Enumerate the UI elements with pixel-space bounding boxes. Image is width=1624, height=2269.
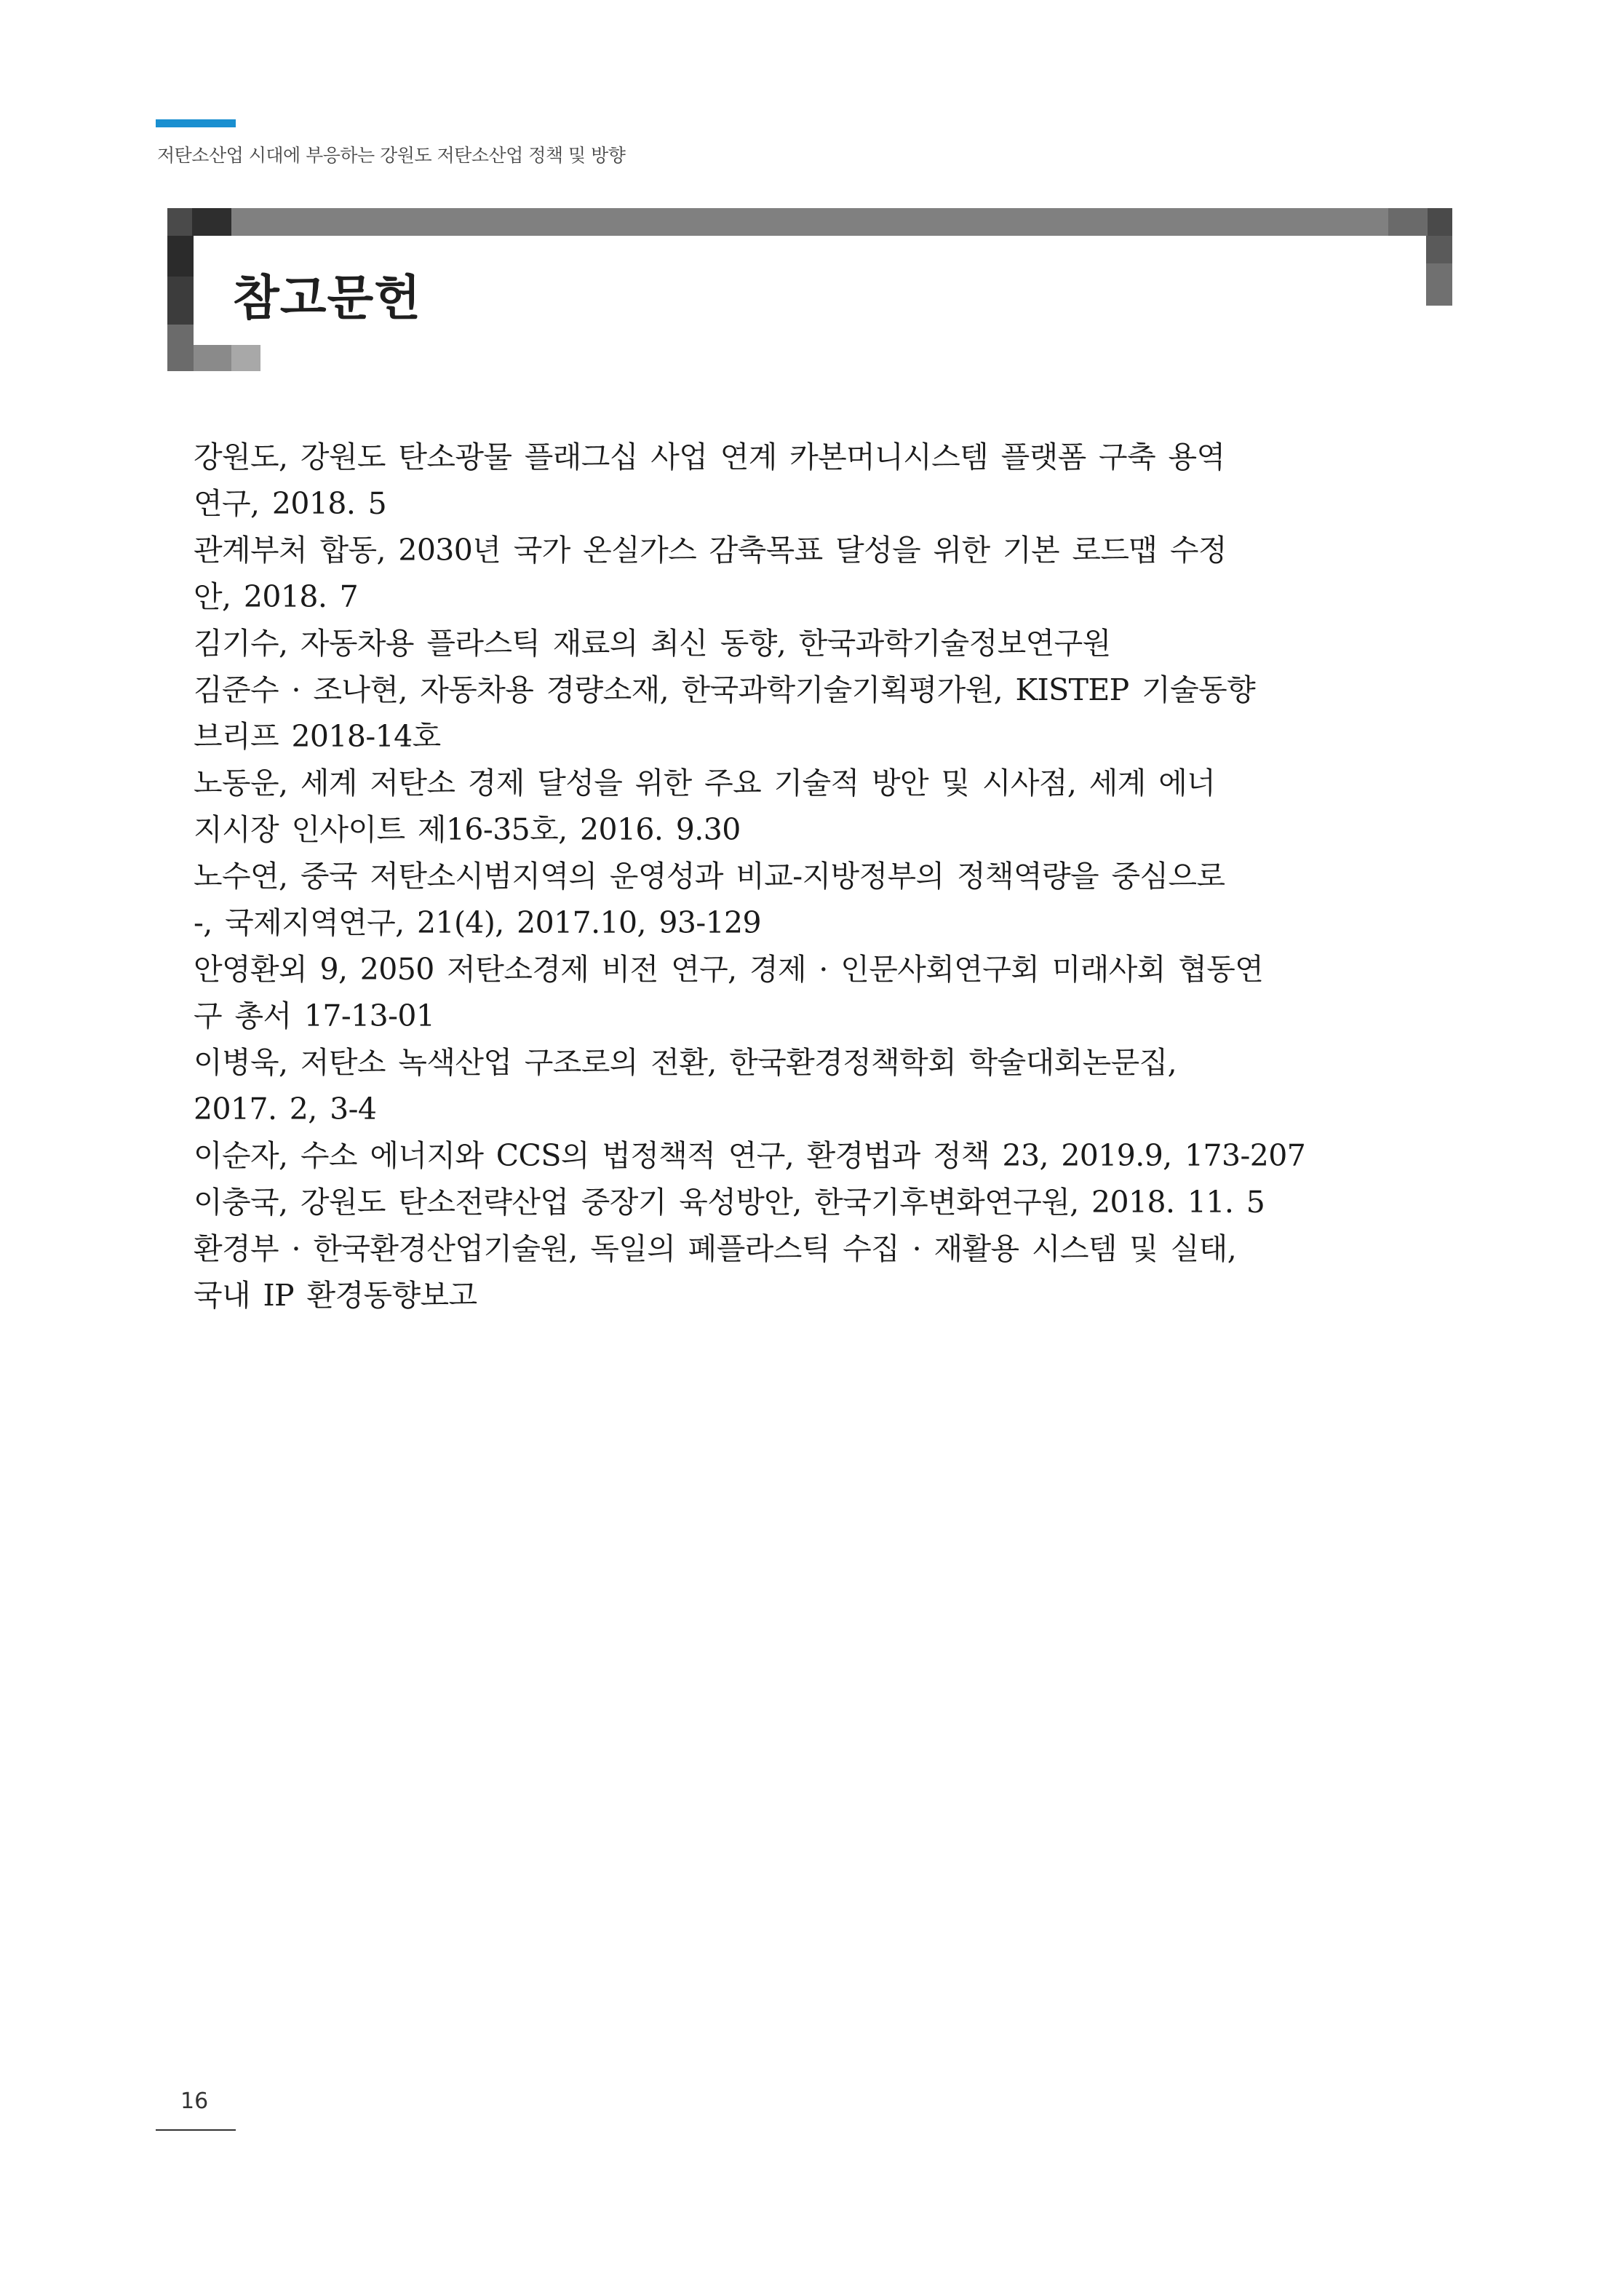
reference-item (194, 620, 1409, 667)
reference-item (194, 1132, 1409, 1179)
reference-continuation: 2017. 2, 3-4 (194, 1092, 377, 1126)
reference-first-line: 김준수 · 조나현, 자동차용 경량소재, 한국과학기술기획평가원, KISTEP 기술동향 (194, 672, 1256, 707)
title-frame-bottom-bar-outer (231, 345, 260, 371)
reference-item (194, 1179, 1409, 1225)
title-frame-top-bar (167, 208, 1452, 236)
reference-first-line: 노동운, 세계 저탄소 경제 달성을 위한 주요 기술적 방안 및 시사점, 세계 에너 (194, 766, 1216, 800)
title-frame-corner-left-inner (192, 208, 231, 236)
reference-list (194, 434, 1409, 1319)
reference-item (194, 946, 1409, 1039)
section-title: 참고문헌 (233, 270, 422, 326)
footer-rule (156, 2129, 236, 2131)
reference-first-line: 이순자, 수소 에너지와 CCS의 법정책적 연구, 환경법과 정책 23, 2019.9, 173-207 (194, 1138, 1306, 1173)
reference-continuation: 지시장 인사이트 제16-35호, 2016. 9.30 (194, 812, 741, 847)
reference-first-line: 김기수, 자동차용 플라스틱 재료의 최신 동향, 한국과학기술정보연구원 (194, 626, 1111, 661)
title-frame-right-bar-lower (1426, 263, 1452, 306)
reference-item (194, 667, 1409, 760)
title-frame-left-bar-lower (167, 325, 194, 371)
reference-item (194, 527, 1409, 620)
title-frame-bottom-bar-inner (194, 345, 231, 371)
reference-continuation: 안, 2018. 7 (194, 579, 359, 614)
reference-item (194, 1225, 1409, 1319)
reference-continuation: -, 국제지역연구, 21(4), 2017.10, 93-129 (194, 905, 762, 940)
page-number: 16 (180, 2089, 209, 2114)
reference-first-line: 노수연, 중국 저탄소시범지역의 운영성과 비교-지방정부의 정책역량을 중심으로 (194, 859, 1225, 894)
title-frame-left-bar-middle (167, 277, 194, 325)
title-frame-left-bar-upper (167, 236, 194, 277)
reference-continuation: 국내 IP 환경동향보고 (194, 1278, 477, 1313)
reference-continuation: 연구, 2018. 5 (194, 486, 387, 521)
reference-item (194, 434, 1409, 527)
reference-continuation: 브리프 2018-14호 (194, 719, 441, 754)
reference-item (194, 853, 1409, 946)
reference-item (194, 760, 1409, 853)
reference-first-line: 이충국, 강원도 탄소전략산업 중장기 육성방안, 한국기후변화연구원, 2018. 11. 5 (194, 1185, 1265, 1220)
title-frame-right-bar-upper (1426, 236, 1452, 263)
reference-first-line: 환경부 · 한국환경산업기술원, 독일의 폐플라스틱 수집 · 재활용 시스템 및 실태, (194, 1231, 1237, 1266)
title-frame-corner-right-inner (1388, 208, 1428, 236)
reference-first-line: 강원도, 강원도 탄소광물 플래그십 사업 연계 카본머니시스템 플랫폼 구축 용역 (194, 440, 1225, 474)
reference-continuation: 구 총서 17-13-01 (194, 998, 435, 1033)
header-accent-bar (156, 119, 236, 127)
running-header: 저탄소산업 시대에 부응하는 강원도 저탄소산업 정책 및 방향 (157, 145, 626, 166)
reference-first-line: 이병욱, 저탄소 녹색산업 구조로의 전환, 한국환경정책학회 학술대회논문집, (194, 1045, 1177, 1080)
reference-first-line: 관계부처 합동, 2030년 국가 온실가스 감축목표 달성을 위한 기본 로드맵 수정 (194, 533, 1227, 568)
reference-first-line: 안영환외 9, 2050 저탄소경제 비전 연구, 경제 · 인문사회연구회 미래사회 협동연 (194, 952, 1264, 987)
reference-item (194, 1039, 1409, 1132)
